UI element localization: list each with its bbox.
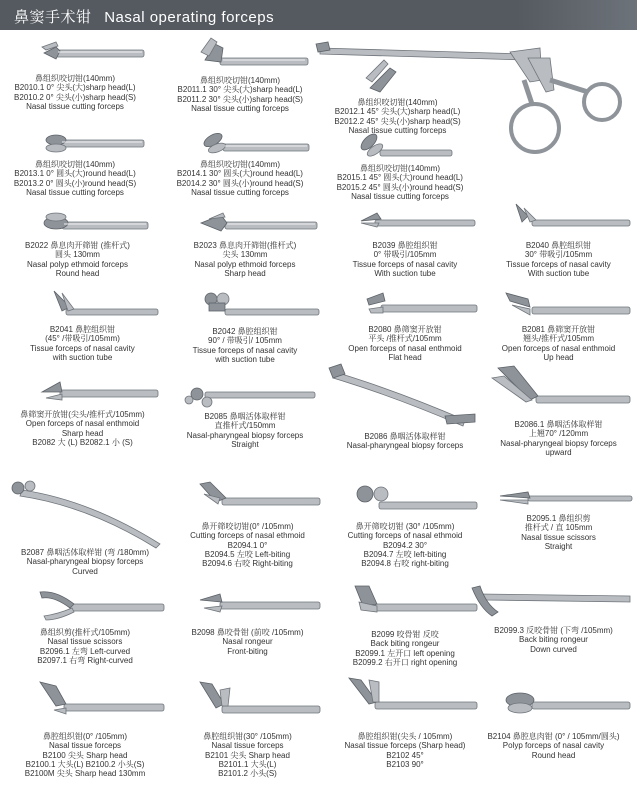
caption-line: Nasal tissue cutting forceps xyxy=(351,191,449,201)
caption-line: Down curved xyxy=(530,644,577,654)
forceps-polyp-sharp-image xyxy=(165,205,325,239)
caption-line: Nasal-pharyngeal biopsy forceps xyxy=(26,557,144,567)
product-b2094 xyxy=(170,478,325,578)
product-caption xyxy=(325,630,485,667)
caption-line: B2102 45° xyxy=(386,750,424,760)
caption-line: B2099.3 反咬骨钳 (下弯 /105mm) xyxy=(494,626,613,635)
caption-line: B2097.1 右弯 Right-curved xyxy=(37,655,133,665)
product-b2096 xyxy=(0,580,170,670)
caption-line: Sharp head xyxy=(61,428,104,438)
product-caption xyxy=(480,420,637,457)
caption-line: Nasal tissue forceps (Sharp head) xyxy=(344,741,466,751)
tissue-forceps-30deg-image xyxy=(170,676,325,732)
caption-line: Nasal-pharyngeal biopsy forceps xyxy=(500,438,617,448)
caption-line: Nasal-pharyngeal biopsy forceps xyxy=(186,430,304,440)
caption-line: B2095.1 鼻组织剪 xyxy=(526,514,591,523)
product-b2081 xyxy=(480,285,637,370)
caption-line: 鼻腔组织钳(30° /105mm) xyxy=(203,732,292,741)
product-b2011 xyxy=(165,30,315,120)
caption-line: B2103 90° xyxy=(386,759,424,769)
product-caption xyxy=(0,160,150,197)
product-caption xyxy=(170,522,325,568)
caption-line: B2100.1 大头(L) B2100.2 小头(S) xyxy=(25,759,145,769)
caption-line: Nasal polyp ethmoid forceps xyxy=(194,259,296,269)
caption-line: B2010.1 0° 尖头(大)sharp head(L) xyxy=(14,83,136,93)
product-b2094-2 xyxy=(325,478,485,578)
caption-line: B2013.1 0° 圆头(大)round head(L) xyxy=(14,169,136,179)
page-title xyxy=(14,6,274,27)
product-caption xyxy=(165,160,315,197)
caption-line: B2104 鼻腔息肉钳 (0° / 105mm/圆头) xyxy=(487,732,620,741)
product-caption xyxy=(165,327,325,364)
caption-line: Round head xyxy=(531,750,576,760)
product-b2098 xyxy=(170,580,325,670)
caption-line: B2011.2 30° 尖头(小)sharp head(S) xyxy=(177,94,303,104)
caption-line: Straight xyxy=(231,439,259,449)
forceps-30deg-image xyxy=(165,30,315,76)
caption-line: Nasal tissue cutting forceps xyxy=(26,101,124,111)
biopsy-forceps-upward-image xyxy=(480,362,637,422)
caption-line: Polyp forceps of nasal cavity xyxy=(502,741,605,751)
product-caption xyxy=(480,325,637,362)
forceps-45deg-round-image xyxy=(325,128,490,162)
product-b2086-1 xyxy=(480,362,637,462)
product-caption xyxy=(325,732,485,769)
caption-line: B2098 鼻咬骨钳 (前咬 /105mm) xyxy=(191,628,304,637)
product-b2099-3 xyxy=(470,580,637,670)
caption-line: Sharp head xyxy=(224,268,266,278)
caption-line: Open forceps of nasal enthmoid xyxy=(25,419,140,429)
caption-line: Flat head xyxy=(388,352,422,362)
product-b2099 xyxy=(325,580,485,670)
caption-line: B2011.1 30° 尖头(大)sharp head(L) xyxy=(177,85,303,95)
caption-line: Nasal tissue scissors xyxy=(521,532,596,542)
product-b2015 xyxy=(325,128,490,203)
caption-line: Tissue forceps of nasal cavity xyxy=(352,259,458,269)
caption-line: with suction tube xyxy=(52,352,113,362)
product-caption xyxy=(480,241,637,278)
caption-line: With suction tube xyxy=(374,268,436,278)
caption-line: 鼻开筛咬切钳 (30° /105mm) xyxy=(355,522,455,531)
caption-line: B2012.2 45° 尖头(小)sharp head(S) xyxy=(334,116,461,126)
caption-line: Tissue forceps of nasal cavity xyxy=(506,259,611,269)
caption-line: 翘头/推杆式/105mm xyxy=(522,334,595,344)
product-b2080 xyxy=(325,285,485,370)
forceps-polyp-round-image xyxy=(0,205,155,239)
cutting-forceps-30deg-image xyxy=(325,478,485,522)
product-caption xyxy=(325,164,475,201)
caption-line: Back biting rongeur xyxy=(370,639,440,649)
caption-line: B2094.8 右咬 right-biting xyxy=(361,559,449,569)
caption-line: B2085 鼻咽活体取样钳 xyxy=(204,412,286,421)
caption-line: Round head xyxy=(55,268,100,278)
product-b2104 xyxy=(470,676,637,800)
caption-line: Back biting rongeur xyxy=(519,635,588,645)
caption-line: Nasal tissue cutting forceps xyxy=(191,103,289,113)
product-caption xyxy=(0,325,165,362)
caption-line: B2086.1 鼻咽活体取样钳 xyxy=(514,420,603,429)
caption-line: B2040 鼻腔组织钳 xyxy=(525,241,592,250)
caption-line: 圆头 130mm xyxy=(55,250,100,260)
caption-line: Nasal tissue scissors xyxy=(47,637,123,647)
caption-line: B2022 鼻息肉开筛钳 (推杆式) xyxy=(25,241,130,250)
caption-line: Open forceps of nasal enthmoid xyxy=(348,343,462,353)
caption-line: B2010.2 0° 尖头(小)sharp head(S) xyxy=(14,92,136,102)
product-b2102 xyxy=(325,676,485,800)
caption-line: with suction tube xyxy=(215,354,275,364)
caption-line: Nasal rongeur xyxy=(222,637,273,647)
caption-line: Nasal tissue cutting forceps xyxy=(348,125,447,135)
caption-line: 鼻组织咬切钳(140mm) xyxy=(357,98,438,107)
product-b2014 xyxy=(165,128,315,203)
page-header xyxy=(0,0,637,30)
caption-line: Nasal tissue forceps xyxy=(48,741,122,751)
page-title-cn: 鼻窦手术钳 xyxy=(14,9,92,26)
caption-line: 鼻组织咬切钳(140mm) xyxy=(199,76,280,85)
caption-line: B2081 鼻筛窦开放钳 xyxy=(521,325,596,334)
product-caption xyxy=(325,522,485,568)
caption-line: 鼻筛窦开放钳(尖头/推杆式/105mm) xyxy=(20,410,145,419)
rongeur-back-biting-image xyxy=(325,580,485,630)
caption-line: B2012.1 45° 尖头(大)sharp head(L) xyxy=(334,107,461,117)
caption-line: With suction tube xyxy=(527,268,590,278)
product-caption xyxy=(0,628,170,665)
biopsy-forceps-straight-image xyxy=(165,372,325,412)
caption-line: B2099.1 左开口 left opening xyxy=(355,648,455,658)
caption-line: Nasal tissue cutting forceps xyxy=(26,187,124,197)
product-caption xyxy=(0,410,165,447)
product-b2095-1 xyxy=(480,478,637,578)
caption-line: 鼻组织咬切钳(140mm) xyxy=(34,74,115,83)
caption-line: B2094.7 左咬 left-biting xyxy=(363,549,447,559)
forceps-straight-round-image xyxy=(0,128,150,158)
forceps-30deg-round-image xyxy=(165,128,315,158)
caption-line: 鼻腔组织钳(0° /105mm) xyxy=(42,732,128,741)
caption-line: 鼻开筛咬切钳(0° /105mm) xyxy=(201,522,294,531)
caption-line: Open forceps of nasal enthmoid xyxy=(501,343,616,353)
product-b2039 xyxy=(325,205,485,285)
product-caption xyxy=(170,732,325,778)
biopsy-forceps-curved-image xyxy=(325,362,485,430)
caption-line: B2086 鼻咽活体取样钳 xyxy=(364,432,446,441)
product-caption xyxy=(0,241,155,278)
caption-line: Cutting forceps of nasal ethmoid xyxy=(347,531,463,541)
caption-line: B2039 鼻腔组织钳 xyxy=(372,241,438,250)
caption-line: B2100 尖头 Sharp head xyxy=(42,750,128,760)
header-accent xyxy=(517,0,637,30)
forceps-suction-0deg-image xyxy=(325,205,485,239)
product-caption xyxy=(325,432,485,451)
product-b2013 xyxy=(0,128,150,203)
caption-line: Nasal tissue forceps xyxy=(211,741,284,751)
forceps-straight-image xyxy=(0,34,150,74)
forceps-suction-45deg-image xyxy=(0,285,165,325)
product-b2022 xyxy=(0,205,155,285)
tissue-forceps-0deg-image xyxy=(0,676,170,732)
caption-line: 尖头 130mm xyxy=(222,250,268,260)
caption-line: Nasal tissue cutting forceps xyxy=(191,187,289,197)
product-b2085 xyxy=(165,372,325,462)
product-b2010 xyxy=(0,34,150,120)
caption-line: 平头 /推杆式/105mm xyxy=(368,334,442,344)
caption-line: 推杆式 / 直 105mm xyxy=(524,523,593,533)
product-b2100 xyxy=(0,676,170,800)
product-caption xyxy=(170,628,325,656)
caption-line: B2013.2 0° 圆头(小)round head(S) xyxy=(13,178,137,188)
product-b2040 xyxy=(480,200,637,285)
caption-line: B2014.1 30° 圆头(大)round head(L) xyxy=(177,169,303,179)
forceps-open-sharp-image xyxy=(0,372,165,410)
caption-line: 鼻组织咬切钳(140mm) xyxy=(359,164,440,173)
product-caption xyxy=(325,325,485,362)
caption-line: B2094.2 30° xyxy=(382,540,428,550)
caption-line: 鼻组织剪(推杆式/105mm) xyxy=(39,628,131,637)
product-caption xyxy=(480,514,637,551)
caption-line: 直推杆式/150mm xyxy=(214,421,276,431)
caption-line: B2014.2 30° 圆头(小)round head(S) xyxy=(176,178,304,188)
rongeur-front-image xyxy=(170,580,325,628)
caption-line: Straight xyxy=(544,541,573,551)
caption-line: B2087 鼻咽活体取样钳 (弯 /180mm) xyxy=(20,548,150,557)
caption-line: 鼻组织咬切钳(140mm) xyxy=(34,160,115,169)
product-caption xyxy=(325,241,485,278)
caption-line: B2094.1 0° xyxy=(227,540,268,550)
product-b2042 xyxy=(165,285,325,370)
scissors-straight-image xyxy=(480,478,637,518)
product-b2086 xyxy=(325,362,485,462)
caption-line: B2015.2 45° 圆头(小)round head(S) xyxy=(336,182,464,192)
product-b2023 xyxy=(165,205,325,285)
forceps-suction-30deg-image xyxy=(480,200,637,240)
caption-line: B2080 鼻筛窦开放钳 xyxy=(368,325,442,334)
caption-line: 90° / 带吸引/ 105mm xyxy=(208,336,282,346)
product-caption xyxy=(165,241,325,278)
caption-line: B2094.6 右咬 Right-biting xyxy=(202,559,293,569)
forceps-suction-90deg-image xyxy=(165,285,325,327)
caption-line: B2023 鼻息肉开筛钳(推杆式) xyxy=(193,241,297,250)
caption-line: B2041 鼻腔组织钳 xyxy=(49,325,116,334)
caption-line: B2042 鼻腔组织钳 xyxy=(212,327,278,336)
caption-line: B2082 大 (L) B2082.1 小 (S) xyxy=(32,437,133,447)
product-caption xyxy=(165,76,315,113)
caption-line: B2096.1 左弯 Left-curved xyxy=(39,646,131,656)
product-b2041 xyxy=(0,285,165,370)
product-b2082 xyxy=(0,372,165,462)
product-caption xyxy=(0,548,170,576)
caption-line: 鼻腔组织钳(尖头 / 105mm) xyxy=(357,732,453,741)
product-caption xyxy=(0,74,150,111)
caption-line: B2099 咬骨钳 反咬 xyxy=(371,630,439,639)
forceps-open-flat-image xyxy=(325,285,485,325)
caption-line: 0° 带吸引/105mm xyxy=(373,250,437,260)
forceps-open-up-image xyxy=(480,285,637,325)
caption-line: B2101.1 大头(L) xyxy=(218,759,277,769)
caption-line: (45° /带吸引/105mm) xyxy=(45,334,120,344)
caption-line: Front-biting xyxy=(227,646,268,656)
caption-line: 上翘70° /120mm xyxy=(528,429,589,439)
caption-line: B2015.1 45° 圆头(大)round head(L) xyxy=(337,173,463,183)
product-caption xyxy=(470,626,637,654)
product-caption xyxy=(0,732,170,778)
caption-line: 30° 带吸引/105mm xyxy=(524,250,593,260)
caption-line: Up head xyxy=(543,352,574,362)
caption-line: B2101 尖头 Sharp head xyxy=(205,750,290,760)
caption-line: B2099.2 右开口 right opening xyxy=(352,657,458,667)
caption-line: B2094.5 左咬 Left-biting xyxy=(204,549,291,559)
product-b2101 xyxy=(170,676,325,800)
tissue-forceps-sharp-image xyxy=(325,676,485,732)
caption-line: Cutting forceps of nasal ethmoid xyxy=(190,531,305,541)
caption-line: Curved xyxy=(72,566,98,576)
caption-line: Tissue forceps of nasal cavity xyxy=(30,343,135,353)
caption-line: Nasal-pharyngeal biopsy forceps xyxy=(346,441,464,451)
caption-line: Tissue forceps of nasal cavity xyxy=(192,345,298,355)
polyp-forceps-round-image xyxy=(470,676,637,732)
rongeur-down-curved-image xyxy=(470,580,637,626)
caption-line: 鼻组织咬切钳(140mm) xyxy=(199,160,280,169)
product-b2087 xyxy=(0,478,170,578)
caption-line: upward xyxy=(545,447,572,457)
caption-line: B2100M 尖头 Sharp head 130mm xyxy=(24,769,146,779)
biopsy-forceps-long-curved-image xyxy=(0,478,170,550)
cutting-forceps-0deg-image xyxy=(170,478,325,522)
product-caption xyxy=(165,412,325,449)
scissors-curved-image xyxy=(0,580,170,628)
product-caption xyxy=(470,732,637,760)
caption-line: B2101.2 小头(S) xyxy=(218,769,277,779)
page-title-en: Nasal operating forceps xyxy=(104,9,275,26)
caption-line: Nasal polyp ethmoid forceps xyxy=(27,259,128,269)
